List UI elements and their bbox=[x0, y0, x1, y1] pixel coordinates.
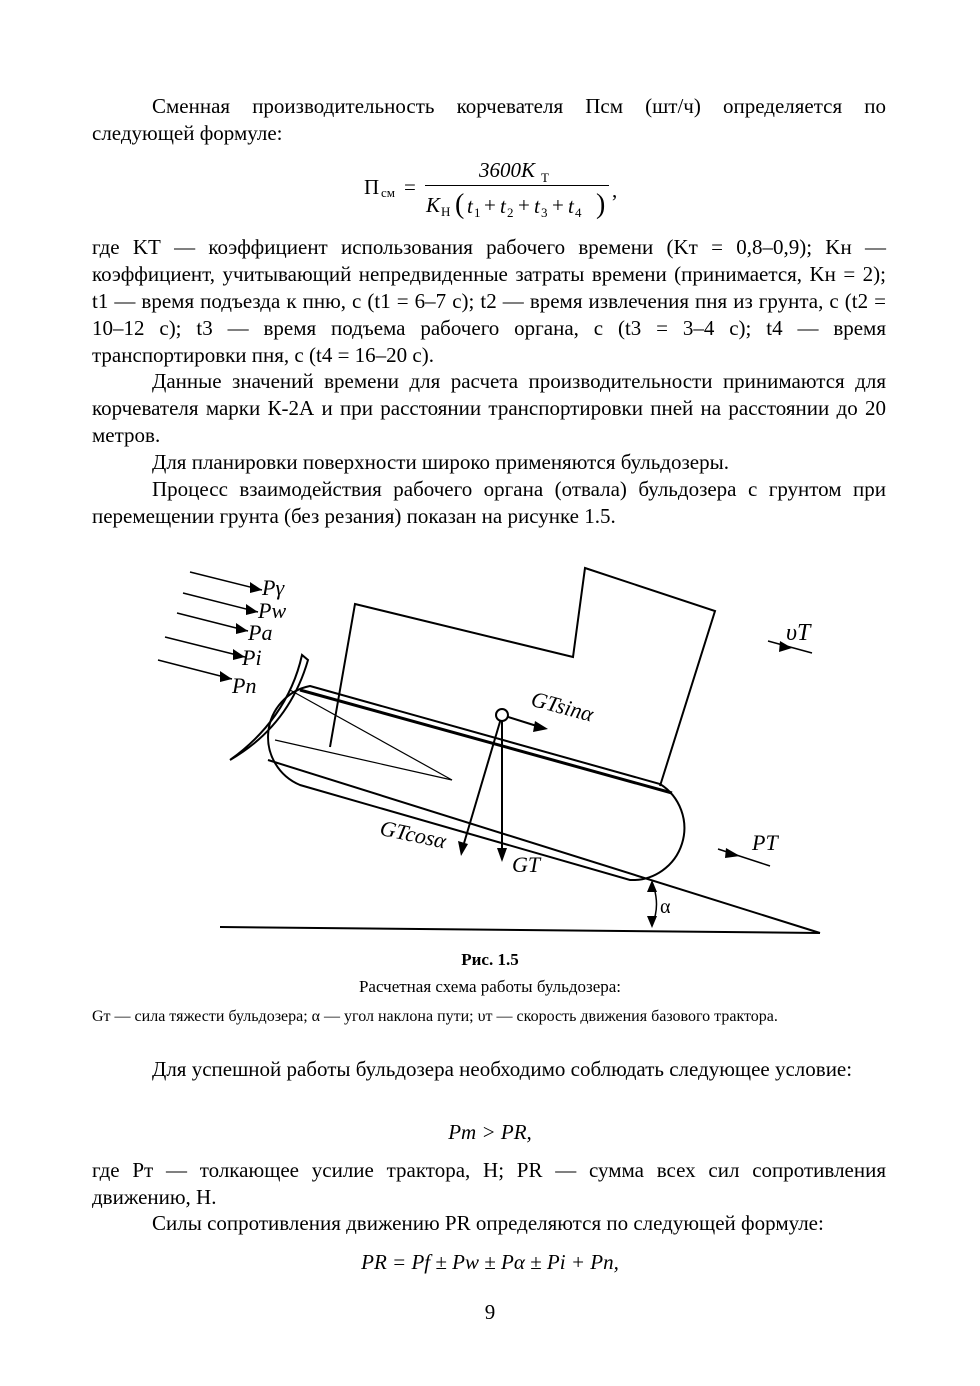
formula-paren-close: ) bbox=[596, 189, 606, 220]
formula-t1: t bbox=[467, 194, 473, 218]
formula-den-k-sub: Н bbox=[441, 204, 451, 219]
formula-numerator-sub: Т bbox=[541, 170, 549, 185]
paragraph-resistance: Силы сопротивления движению PR определяются по следующей формуле: bbox=[152, 1211, 824, 1235]
label-alpha: α bbox=[660, 896, 671, 918]
formula-t3: t bbox=[534, 194, 540, 218]
label-g-sin: GTsinα bbox=[528, 686, 597, 727]
label-p-a: Pa bbox=[248, 620, 273, 645]
label-p-n: Pп bbox=[232, 673, 257, 698]
formula-t1-sub: 1 bbox=[474, 205, 481, 220]
label-g-cos: GTcosα bbox=[377, 815, 449, 854]
paragraph-time-data: Данные значений времени для расчета производительности принимаются для корчевателя марки К-2А и при расстоянии транспортировки пней на расстоянии до 20 метров. bbox=[92, 369, 886, 447]
formula-condition: Pт > PR, bbox=[448, 1120, 532, 1144]
figure-caption-subtitle: Расчетная схема работы бульдозера: bbox=[358, 977, 622, 996]
formula-plus-2: + bbox=[518, 193, 530, 217]
paragraph-variables: где KТ — коэффициент использования рабочего времени (Kт = 0,8–0,9); Kн — коэффициент, учитывающий непредвиденные затраты времени (принимается, Kн = 2); t1 — время подъезда к пню, с (t1 = 6–7 с); t2 — время извлечения пня из грунта, с (t2 = 10–12 с); t3 — время подъема рабочего органа, с (t3 = 3–4 с); t4 — время транспортировки пня, с (t4 = 16–20 с). bbox=[92, 235, 886, 367]
label-p-gamma: Pγ bbox=[262, 575, 285, 600]
slope-line bbox=[268, 760, 820, 933]
formula-equals: = bbox=[404, 175, 416, 199]
label-velocity: υT bbox=[786, 620, 811, 646]
formula-lhs: П bbox=[364, 175, 380, 199]
formula-numerator: 3600K bbox=[479, 158, 536, 182]
ground-line bbox=[220, 927, 820, 933]
paragraph-process: Процесс взаимодействия рабочего органа (отвала) бульдозера с грунтом при перемещении грунта (без резания) показан на рисунке 1.5. bbox=[92, 477, 886, 528]
formula-comma: , bbox=[612, 178, 618, 202]
formula-lhs-sub: см bbox=[381, 185, 395, 200]
track-outline bbox=[268, 686, 684, 880]
formula-plus-1: + bbox=[484, 193, 496, 217]
formula-t2: t bbox=[500, 194, 506, 218]
formula-plus-3: + bbox=[552, 193, 564, 217]
paragraph-bulldozers: Для планировки поверхности широко применяются бульдозеры. bbox=[152, 450, 729, 474]
figure-caption-title: Рис. 1.5 bbox=[461, 950, 519, 969]
label-p-w: Pw bbox=[258, 598, 287, 623]
paragraph-condition-vars: где Pт — толкающее усилие трактора, Н; PR — сумма всех сил сопротивления движению, Н. bbox=[92, 1158, 886, 1209]
label-p-t: PT bbox=[752, 830, 778, 855]
cab-outline bbox=[330, 568, 715, 786]
label-p-i: Pi bbox=[242, 645, 262, 670]
paragraph-condition: Для успешной работы бульдозера необходимо соблюдать следующее условие: bbox=[152, 1057, 853, 1081]
figure-legend: Gт — сила тяжести бульдозера; α — угол наклона пути; υт — скорость движения базового трактора. bbox=[92, 1008, 778, 1025]
formula-den-k: K bbox=[426, 193, 441, 217]
formula-t4-sub: 4 bbox=[575, 205, 582, 220]
paragraph-productivity-intro: Сменная производительность корчевателя Псм (шт/ч) определяется по следующей формуле: bbox=[92, 94, 886, 145]
formula-resistance: PR = Pf ± Pw ± Pα ± Pi + Pп, bbox=[361, 1250, 619, 1274]
label-g-t: GT bbox=[512, 852, 541, 877]
formula-t4: t bbox=[568, 194, 574, 218]
formula-t3-sub: 3 bbox=[541, 205, 548, 220]
page-number: 9 bbox=[484, 1300, 496, 1324]
formula-t2-sub: 2 bbox=[507, 205, 514, 220]
formula-paren-open: ( bbox=[455, 189, 465, 220]
